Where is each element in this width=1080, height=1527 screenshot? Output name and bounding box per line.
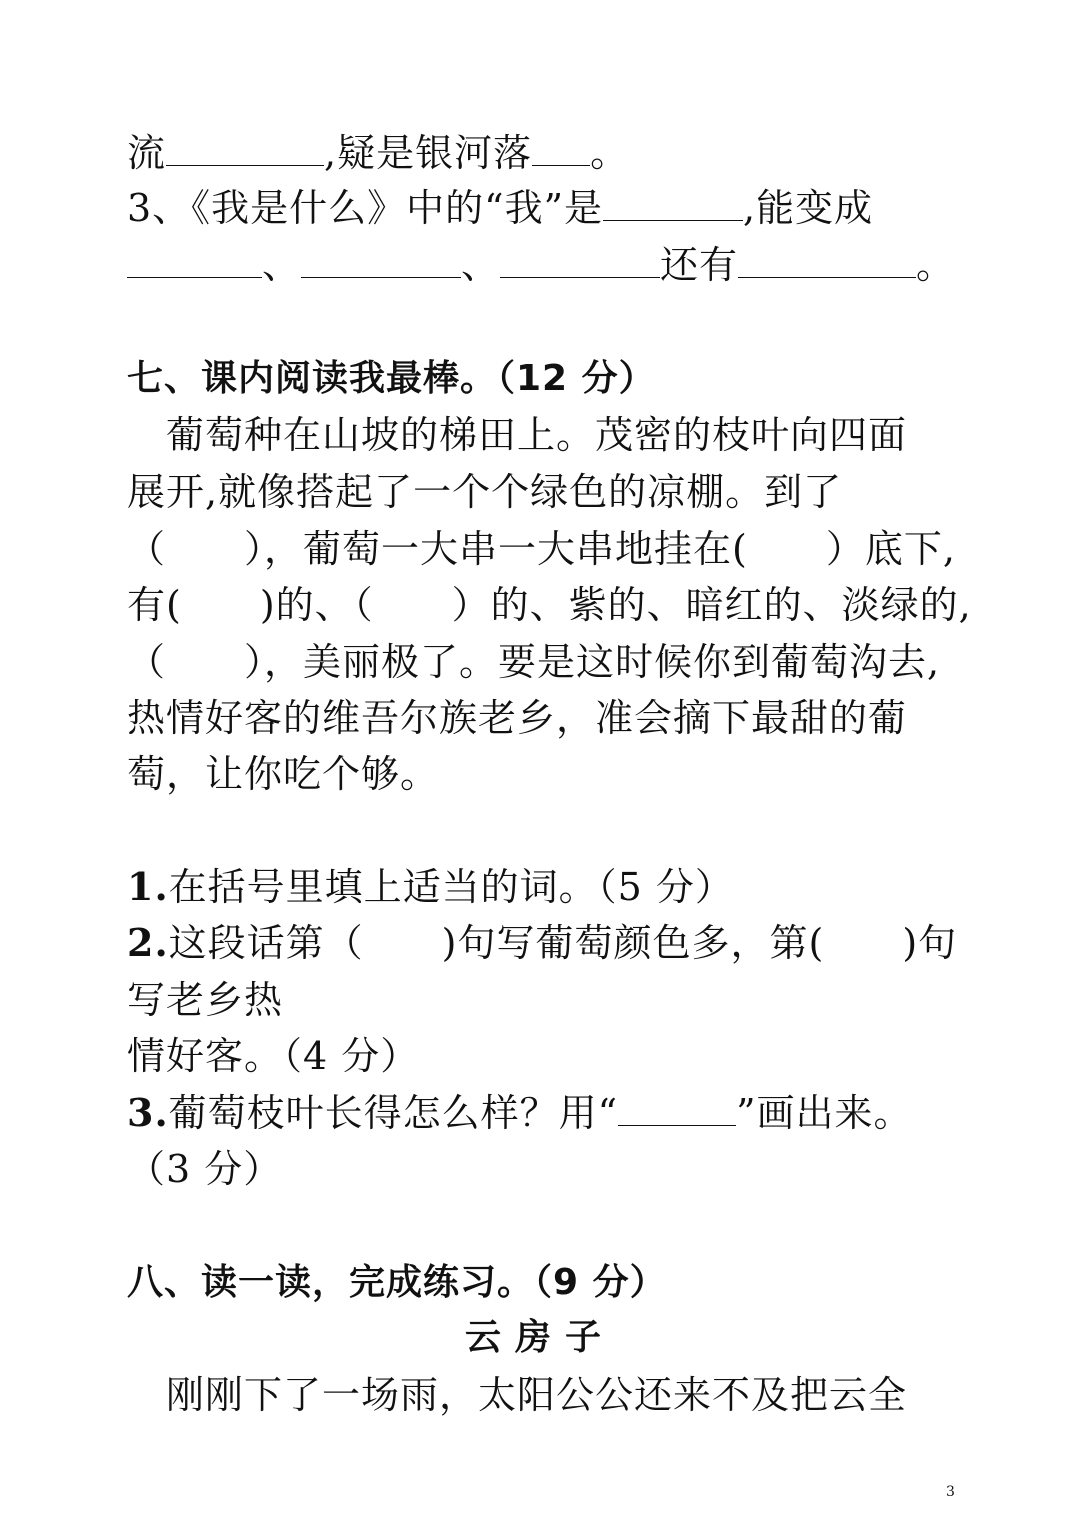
answer-blank[interactable]	[166, 135, 324, 166]
passage-line: 萄，让你吃个够。	[127, 752, 440, 796]
question-text: 这段话第（ )句写葡萄颜色多，第( )句	[168, 921, 958, 965]
separator: 、	[262, 243, 302, 287]
story-title: 云房子	[464, 1317, 615, 1358]
poem-line	[127, 128, 629, 178]
answer-blank[interactable]	[127, 247, 262, 278]
question-3-line-2	[127, 240, 955, 290]
question-2-line-2: 写老乡热	[127, 978, 284, 1022]
separator: 、	[461, 243, 501, 287]
section-8-heading: 八、读一读，完成练习。（9 分）	[127, 1262, 667, 1303]
answer-blank[interactable]	[738, 247, 916, 278]
page-number: 3	[946, 1484, 955, 1500]
question-number: 3.	[127, 1090, 169, 1135]
answer-blank[interactable]	[532, 135, 590, 166]
answer-blank[interactable]	[301, 247, 461, 278]
poem-text: 流	[127, 131, 167, 175]
poem-text: 。	[590, 131, 630, 175]
question-text: 葡萄枝叶长得怎么样？用“	[168, 1091, 619, 1135]
passage-line: （ ），葡萄一大串一大串地挂在( ）底下,	[127, 527, 956, 571]
question-text: 在括号里填上适当的词。（5 分）	[168, 865, 734, 909]
answer-blank[interactable]	[618, 1095, 736, 1126]
question-3	[127, 1088, 913, 1138]
answer-blank[interactable]	[500, 247, 660, 278]
story-line: 刚刚下了一场雨，太阳公公还来不及把云全	[127, 1373, 908, 1417]
question-text: 。	[916, 243, 956, 287]
passage-line: 有( )的、（ ）的、紫的、暗红的、淡绿的,	[127, 583, 972, 627]
passage-line: 展开,就像搭起了一个个绿色的凉棚。到了	[127, 470, 843, 514]
question-text: ,能变成	[743, 186, 874, 230]
passage-line: 葡萄种在山坡的梯田上。茂密的枝叶向四面	[127, 413, 908, 457]
question-number: 1.	[127, 864, 169, 909]
question-3-line-1	[127, 183, 873, 233]
question-1	[127, 862, 734, 912]
poem-text: ,疑是银河落	[324, 131, 533, 175]
question-2-line-3: 情好客。（4 分）	[127, 1034, 420, 1078]
question-3-line-2: （3 分）	[127, 1147, 283, 1191]
section-7-heading: 七、课内阅读我最棒。（12 分）	[127, 358, 656, 399]
question-2	[127, 918, 957, 968]
question-text: 还有	[660, 243, 739, 287]
question-text: 3、《我是什么》中的“我”是	[127, 186, 604, 230]
answer-blank[interactable]	[603, 190, 743, 221]
passage-line: 热情好客的维吾尔族老乡，准会摘下最甜的葡	[127, 696, 908, 740]
passage-line: （ ），美丽极了。要是这时候你到葡萄沟去,	[127, 640, 941, 684]
question-number: 2.	[127, 920, 169, 965]
question-text: ”画出来。	[736, 1091, 913, 1135]
